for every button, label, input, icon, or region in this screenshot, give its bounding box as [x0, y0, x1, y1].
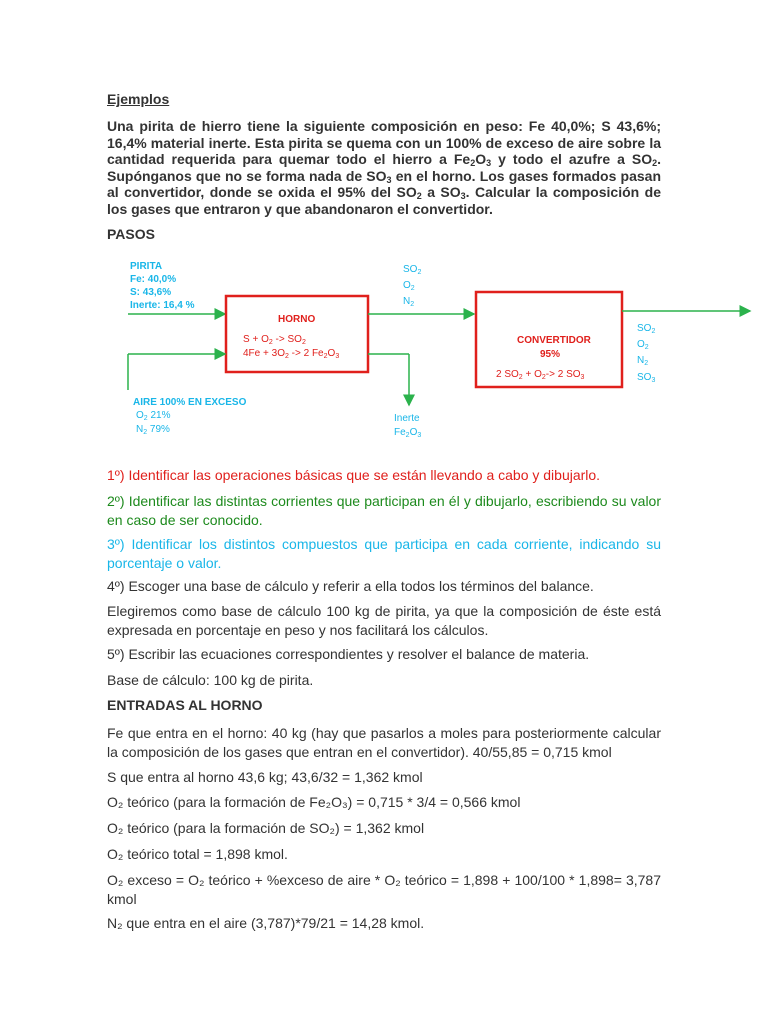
gas-out-n2: $N_2$	[637, 355, 649, 367]
gas-mid-n2: $N_2$	[403, 296, 415, 308]
pirita-label-3: Inerte: 16,4 %	[130, 300, 195, 311]
gas-out-so3: $SO_3$	[637, 372, 656, 384]
convertidor-title: CONVERTIDOR	[517, 335, 591, 346]
intro-sub-4: 3	[386, 174, 392, 185]
pirita-label-0: PIRITA	[130, 261, 163, 272]
problem-statement	[107, 118, 661, 217]
convertidor-reaction: 2 $SO_2 + O_2-> 2$ $SO_3$	[496, 369, 585, 381]
horno-reaction-2: $4Fe + 3O_2 -> 2$ $Fe_2O_3$	[243, 348, 340, 360]
step-2: 2º) Identificar las distintas corrientes que participan en él y dibujarlo, escribiendo su valor en caso de ser conocido.	[107, 493, 661, 528]
inerte-label-1: $Fe_2O_3$	[394, 427, 422, 439]
gas-mid-so2: $SO_2$	[403, 264, 422, 276]
gas-mid-o2: $O_2$	[403, 280, 415, 292]
step-4-detail: Elegiremos como base de cálculo 100 kg de pirita, ya que la composición de éste está expresada en porcentaje en peso y nos facilitará los cálculos.	[107, 603, 661, 638]
intro-text-4: en el horno. Los gases formados pasan al convertidor, donde se oxida el 95% del SO	[107, 167, 661, 200]
calc-o2-exceso: O₂ exceso = O₂ teórico + %exceso de aire * O₂ teórico = 1,898 + 100/100 * 1,898= 3,787 kmol	[107, 872, 661, 907]
step-4: 4º) Escoger una base de cálculo y referir a ella todos los términos del balance.	[107, 578, 594, 594]
horno-reaction-1: $S + O_2 -> SO_2$	[243, 334, 306, 346]
base-calculo: Base de cálculo: 100 kg de pirita.	[107, 672, 314, 688]
gas-out-so2: $SO_2$	[637, 323, 656, 335]
pirita-label-1: Fe: 40,0%	[130, 274, 177, 285]
calc-o2-fe: O₂ teórico (para la formación de Fe₂O₃) = 0,715 * 3/4 = 0,566 kmol	[107, 794, 521, 810]
calc-n2: N₂ que entra en el aire (3,787)*79/21 = 14,28 kmol.	[107, 915, 425, 931]
intro-text-o: O	[475, 151, 487, 167]
calc-o2-so2: O₂ teórico (para la formación de SO₂) = 1,362 kmol	[107, 820, 425, 836]
calc-s: S que entra al horno 43,6 kg; 43,6/32 = 1,362 kmol	[107, 769, 423, 785]
aire-label-0: AIRE 100% EN EXCESO	[133, 397, 247, 408]
aire-label-2: $N_2$ 79%	[136, 424, 170, 436]
step-3: 3º) Identificar los distintos compuestos que participa en cada corriente, indicando su porcentaje o valor.	[107, 536, 661, 571]
pirita-label-2: S: 43,6%	[130, 287, 172, 298]
intro-text-5: a SO	[421, 184, 461, 200]
calc-fe: Fe que entra en el horno: 40 kg (hay que pasarlos a moles para posteriormente calcular la composición de los gases que entran en el convertidor). 40/55,85 = 0,715 kmol	[107, 725, 661, 760]
calc-o2-total: O₂ teórico total = 1,898 kmol.	[107, 846, 288, 862]
intro-text-2: y todo el azufre a SO	[491, 151, 653, 167]
aire-label-1: $O_2$ 21%	[136, 410, 171, 422]
inerte-label-0: Inerte	[394, 413, 420, 424]
intro-sub-1: 2	[470, 158, 476, 168]
intro-text-3: . Supónganos que no se forma nada de SO	[107, 151, 662, 184]
convertidor-pct: 95%	[540, 349, 561, 360]
intro-sub-2: 3	[486, 158, 492, 168]
gas-out-o2: $O_2$	[637, 339, 649, 351]
intro-sub-6: 3	[460, 191, 466, 201]
step-5: 5º) Escribir las ecuaciones correspondientes y resolver el balance de materia.	[107, 646, 590, 662]
intro-text-1: Una pirita de hierro tiene la siguiente composición en peso: Fe 40,0%; S 43,6%; 16,4% material inerte. Esta pirita se quema con un 100% de exceso de aire sobre la cantidad requerida para quemar todo el hierro a Fe	[107, 118, 661, 167]
intro-sub-3: 2	[652, 158, 658, 168]
intro-text-6: . Calcular la composición de los gases que entraron y que abandonaron el convertidor.	[107, 184, 661, 217]
horno-title: HORNO	[278, 314, 316, 325]
step-1: 1º) Identificar las operaciones básicas que se están llevando a cabo y dibujarlo.	[107, 467, 601, 483]
pasos-heading: PASOS	[107, 226, 155, 242]
process-diagram	[0, 250, 768, 450]
section-heading-ejemplos: Ejemplos	[107, 91, 170, 107]
entradas-heading: ENTRADAS AL HORNO	[107, 697, 263, 713]
intro-sub-5: 2	[416, 191, 422, 201]
